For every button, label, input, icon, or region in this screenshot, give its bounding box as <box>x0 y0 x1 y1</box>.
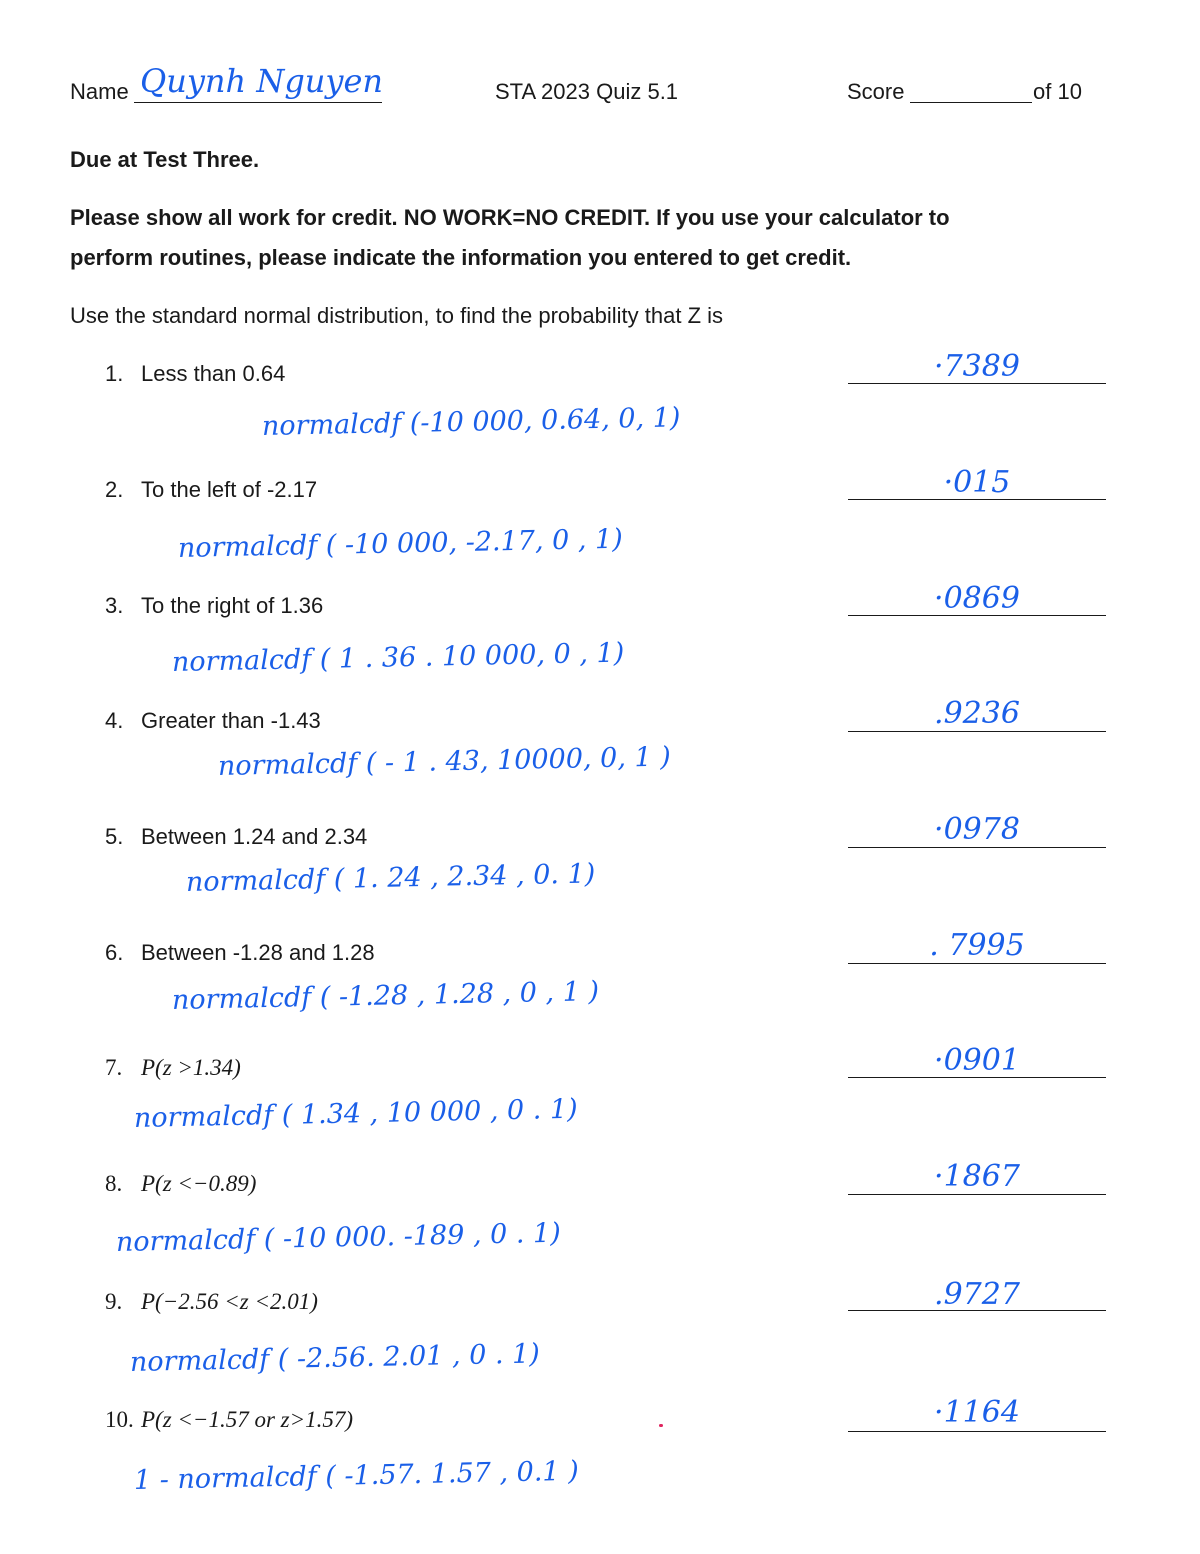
question-5 <box>105 823 367 851</box>
question-10 <box>105 1406 353 1434</box>
answer-line-3[interactable] <box>848 615 1106 616</box>
answer-5: ·0978 <box>934 812 1020 847</box>
work-8: normalcdf ( -10 000. -189 , 0 . 1) <box>115 1217 562 1258</box>
question-number: 10. <box>105 1407 134 1432</box>
question-number: 8. <box>105 1171 123 1196</box>
work-2: normalcdf ( -10 000, -2.17, 0 , 1) <box>177 523 624 564</box>
instructions-line-1: Please show all work for credit. NO WORK=NO CREDIT. If you use your calculator to <box>70 205 950 230</box>
question-number: 3. <box>105 593 124 618</box>
question-number: 5. <box>105 824 124 849</box>
question-8 <box>105 1170 256 1198</box>
stray-ink-dot <box>659 1424 663 1427</box>
answer-1: ·7389 <box>934 349 1020 384</box>
question-7 <box>105 1054 241 1082</box>
question-3 <box>105 592 323 620</box>
question-text: Between 1.24 and 2.34 <box>141 824 368 849</box>
answer-3: ·0869 <box>934 581 1020 616</box>
answer-line-7[interactable] <box>848 1077 1106 1078</box>
answer-line-2[interactable] <box>848 499 1106 500</box>
work-5: normalcdf ( 1. 24 , 2.34 , 0. 1) <box>185 858 596 898</box>
answer-4: .9236 <box>934 696 1020 731</box>
name-label: Name <box>70 79 129 104</box>
question-number: 7. <box>105 1055 123 1080</box>
answer-7: ·0901 <box>934 1043 1020 1078</box>
student-name-signature: Quynh Nguyen <box>140 62 384 100</box>
work-4: normalcdf ( - 1 . 43, 10000, 0, 1 ) <box>217 741 672 782</box>
question-text: P(z >1.34) <box>141 1055 241 1080</box>
answer-line-6[interactable] <box>848 963 1106 964</box>
question-text: To the left of -2.17 <box>141 477 318 502</box>
work-1: normalcdf (-10 000, 0.64, 0, 1) <box>261 402 681 442</box>
question-2 <box>105 476 317 504</box>
question-6 <box>105 939 375 967</box>
question-text: Greater than -1.43 <box>141 708 321 733</box>
answer-2: ·015 <box>943 465 1011 500</box>
question-text: P(z <−1.57 or z>1.57) <box>141 1407 354 1432</box>
question-9 <box>105 1288 318 1316</box>
prompt: Use the standard normal distribution, to find the probability that Z is <box>70 303 724 328</box>
answer-line-5[interactable] <box>848 847 1106 848</box>
answer-line-1[interactable] <box>848 383 1106 384</box>
question-4 <box>105 707 321 735</box>
answer-6: . 7995 <box>929 928 1025 963</box>
question-text: P(−2.56 <z <2.01) <box>141 1289 318 1314</box>
question-text: To the right of 1.36 <box>141 593 324 618</box>
answer-10: ·1164 <box>934 1395 1020 1430</box>
question-1 <box>105 360 285 388</box>
score-suffix: of 10 <box>1033 79 1082 104</box>
question-number: 6. <box>105 940 124 965</box>
score-label: Score <box>847 79 905 104</box>
work-3: normalcdf ( 1 . 36 . 10 000, 0 , 1) <box>171 637 625 678</box>
question-number: 4. <box>105 708 124 733</box>
work-6: normalcdf ( -1.28 , 1.28 , 0 , 1 ) <box>171 976 600 1016</box>
name-field[interactable] <box>134 60 382 103</box>
answer-line-10[interactable] <box>848 1431 1106 1432</box>
question-text: Between -1.28 and 1.28 <box>141 940 375 965</box>
score-field[interactable] <box>910 80 1032 103</box>
question-text: P(z <−0.89) <box>141 1171 257 1196</box>
question-number: 1. <box>105 361 124 386</box>
question-number: 9. <box>105 1289 123 1314</box>
due-note: Due at Test Three. <box>70 147 260 172</box>
work-9: normalcdf ( -2.56. 2.01 , 0 . 1) <box>129 1338 541 1378</box>
work-10: 1 - normalcdf ( -1.57. 1.57 , 0.1 ) <box>133 1455 579 1496</box>
answer-8: ·1867 <box>934 1159 1020 1194</box>
answer-9: .9727 <box>934 1277 1020 1312</box>
quiz-title: STA 2023 Quiz 5.1 <box>495 79 679 104</box>
answer-line-9[interactable] <box>848 1310 1106 1311</box>
question-number: 2. <box>105 477 124 502</box>
question-text: Less than 0.64 <box>141 361 286 386</box>
instructions-line-2: perform routines, please indicate the information you entered to get credit. <box>70 245 852 270</box>
answer-line-4[interactable] <box>848 731 1106 732</box>
work-7: normalcdf ( 1.34 , 10 000 , 0 . 1) <box>133 1093 578 1134</box>
answer-line-8[interactable] <box>848 1194 1106 1195</box>
